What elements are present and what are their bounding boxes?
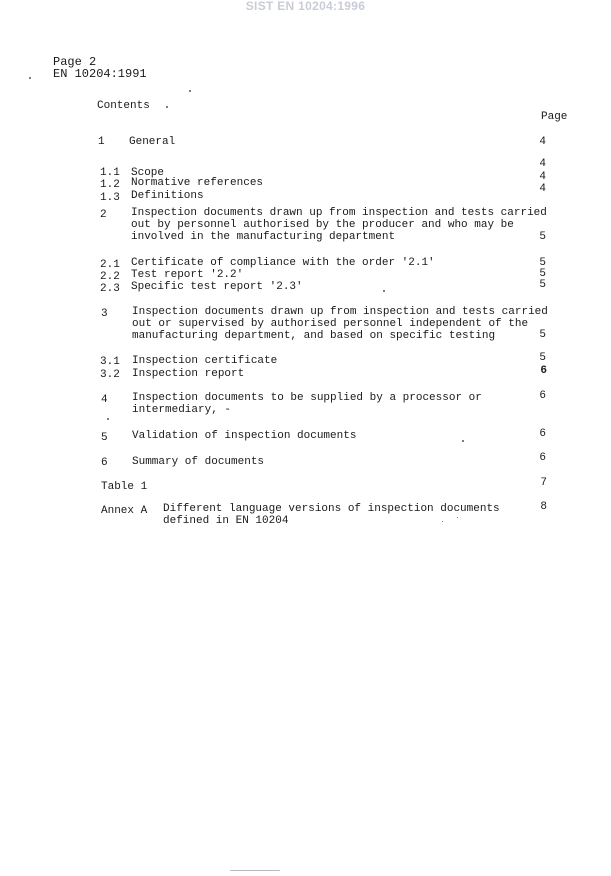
toc-num-3-2: 3.2 xyxy=(100,369,120,381)
scan-speck xyxy=(166,106,168,108)
toc-num-annex-a: Annex A xyxy=(101,505,148,517)
toc-title-1-2[interactable]: Normative references xyxy=(131,177,264,189)
scan-speck xyxy=(383,290,385,292)
scan-speck xyxy=(230,870,280,871)
toc-num-6: 6 xyxy=(101,457,108,469)
toc-num-2-2: 2.2 xyxy=(100,271,120,283)
toc-title-3-line-1: Inspection documents drawn up from inspection and tests carried xyxy=(132,306,548,318)
toc-title-3-line-3: manufacturing department, and based on specific testing xyxy=(132,330,496,342)
page-number-header: Page 2 xyxy=(53,55,97,69)
toc-title-3-2[interactable]: Inspection report xyxy=(132,368,245,380)
toc-page-6: 6 xyxy=(539,452,546,464)
toc-num-1-3: 1.3 xyxy=(100,192,120,204)
toc-num-2-3: 2.3 xyxy=(100,283,120,295)
toc-title-2-2[interactable]: Test report '2.2' xyxy=(131,269,244,281)
toc-title-2-line-1: Inspection documents drawn up from inspection and tests carried xyxy=(131,207,547,219)
toc-title-6[interactable]: Summary of documents xyxy=(132,456,265,468)
toc-page-3-1: 5 xyxy=(539,352,546,364)
toc-title-3[interactable] xyxy=(132,306,548,342)
scan-speck xyxy=(107,418,109,420)
toc-page-2: 5 xyxy=(539,231,546,243)
toc-page-3-2: 6 xyxy=(540,365,547,377)
toc-num-3: 3 xyxy=(101,308,108,320)
toc-page-1-3: 4 xyxy=(539,183,546,195)
toc-title-2[interactable] xyxy=(131,207,547,243)
toc-page-1-1: 4 xyxy=(539,158,546,170)
contents-title: Contents xyxy=(97,100,150,112)
toc-num-1: 1 xyxy=(98,136,105,148)
scan-speck xyxy=(457,517,458,518)
toc-num-2: 2 xyxy=(100,209,107,221)
scan-speck xyxy=(189,90,191,92)
toc-page-5: 6 xyxy=(539,428,546,440)
toc-title-3-1[interactable]: Inspection certificate xyxy=(132,355,278,367)
toc-title-annex-a-line-1: Different language versions of inspection documents xyxy=(163,503,500,515)
toc-num-4: 4 xyxy=(101,394,108,406)
watermark: SIST EN 10204:1996 xyxy=(245,0,366,13)
page-column-label: Page xyxy=(541,111,568,123)
toc-title-annex-a[interactable] xyxy=(163,503,500,527)
toc-num-3-1: 3.1 xyxy=(100,356,120,368)
toc-page-table-1: 7 xyxy=(540,477,547,489)
toc-title-1[interactable]: General xyxy=(129,136,176,148)
toc-page-1: 4 xyxy=(539,136,546,148)
toc-title-1-3[interactable]: Definitions xyxy=(131,190,204,202)
toc-title-4-line-1: Inspection documents to be supplied by a processor or xyxy=(132,392,482,404)
toc-title-3-line-2: out or supervised by authorised personnel independent of the xyxy=(132,318,529,330)
toc-title-4-line-2: intermediary, - xyxy=(132,404,232,416)
toc-title-2-3[interactable]: Specific test report '2.3' xyxy=(131,281,303,293)
scan-speck xyxy=(29,77,31,79)
toc-title-4[interactable] xyxy=(132,392,482,416)
toc-title-2-1[interactable]: Certificate of compliance with the order '2.1' xyxy=(131,257,435,269)
toc-page-3: 5 xyxy=(539,329,546,341)
standard-header: EN 10204:1991 xyxy=(53,67,147,81)
toc-title-1-1[interactable]: Scope xyxy=(131,167,165,179)
toc-page-4: 6 xyxy=(539,390,546,402)
toc-title-5[interactable]: Validation of inspection documents xyxy=(132,430,357,442)
toc-table-1[interactable]: Table 1 xyxy=(101,481,148,493)
toc-num-1-1: 1.1 xyxy=(100,167,120,179)
toc-title-2-line-2: out by personnel authorised by the producer and who may be xyxy=(131,219,514,231)
toc-page-1-2: 4 xyxy=(539,171,546,183)
toc-num-1-2: 1.2 xyxy=(100,179,120,191)
toc-page-2-2: 5 xyxy=(539,268,546,280)
toc-page-2-1: 5 xyxy=(539,257,546,269)
scan-speck xyxy=(442,521,443,522)
toc-num-5: 5 xyxy=(101,432,108,444)
toc-title-2-line-3: involved in the manufacturing department xyxy=(131,231,396,243)
toc-num-2-1: 2.1 xyxy=(100,259,120,271)
toc-page-2-3: 5 xyxy=(539,279,546,291)
toc-title-annex-a-line-2: defined in EN 10204 xyxy=(163,515,289,527)
scan-speck xyxy=(462,440,464,442)
toc-page-annex-a: 8 xyxy=(540,501,547,513)
